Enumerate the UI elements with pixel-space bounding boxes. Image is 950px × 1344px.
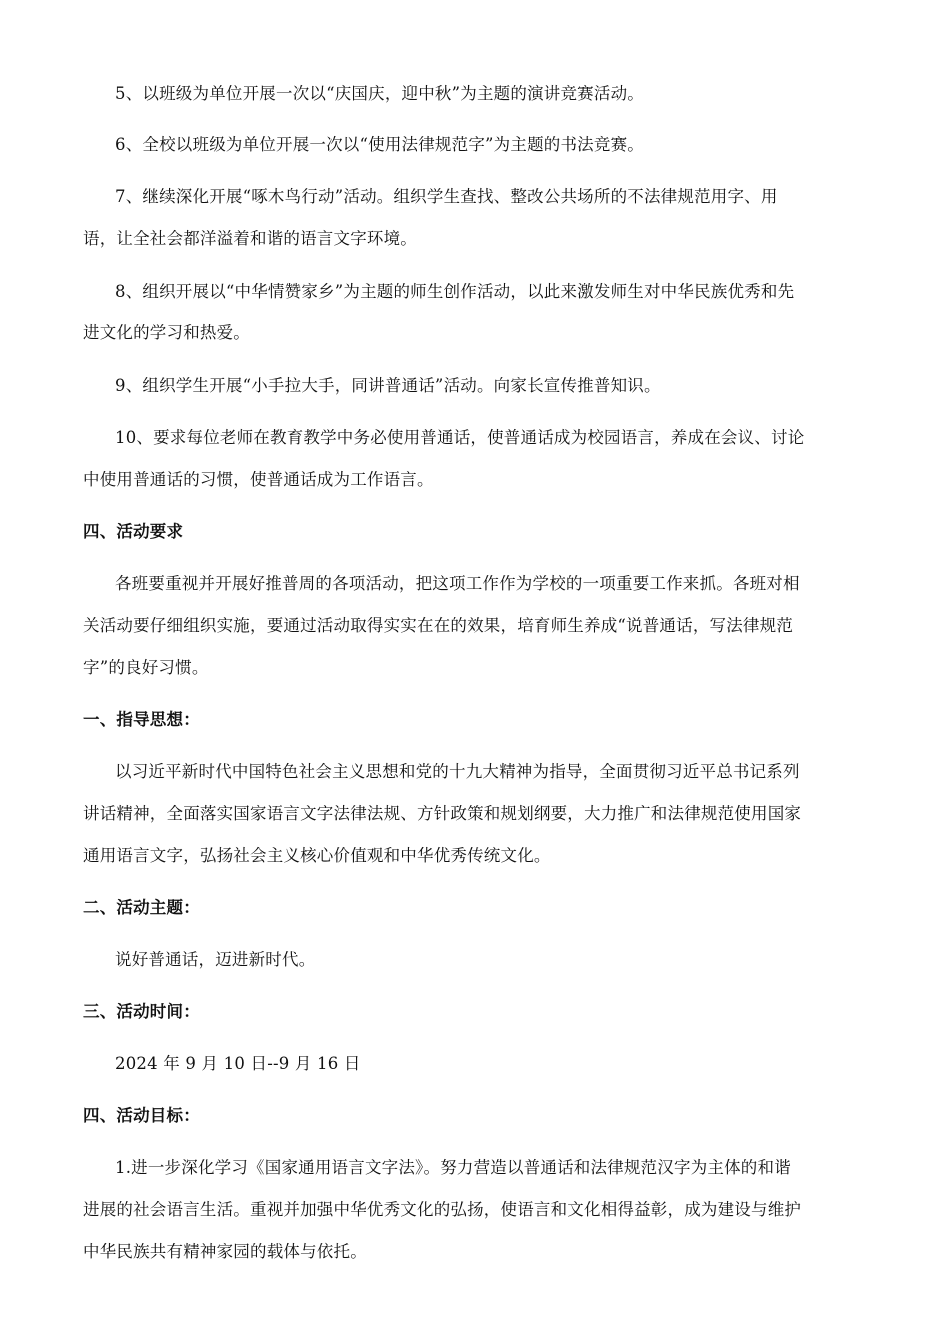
section-heading: 四、活动要求 (83, 522, 184, 541)
body-line: 进文化的学习和热爱。 (83, 323, 250, 342)
section-heading: 四、活动目标： (83, 1106, 200, 1125)
body-line: 6、全校以班级为单位开展一次以“使用法律规范字”为主题的书法竞赛。 (115, 135, 644, 154)
body-line: 进展的社会语言生活。重视并加强中华优秀文化的弘扬，使语言和文化相得益彰，成为建设与维护 (83, 1200, 802, 1219)
section-heading: 三、活动时间： (83, 1002, 200, 1021)
body-line: 5、以班级为单位开展一次以“庆国庆，迎中秋”为主题的演讲竞赛活动。 (115, 84, 644, 103)
body-line: 中华民族共有精神家园的载体与依托。 (83, 1242, 367, 1261)
body-line: 以习近平新时代中国特色社会主义思想和党的十九大精神为指导，全面贯彻习近平总书记系列 (115, 762, 800, 781)
body-line: 中使用普通话的习惯，使普通话成为工作语言。 (83, 470, 434, 489)
body-line: 10、要求每位老师在教育教学中务必使用普通话，使普通话成为校园语言，养成在会议、讨论 (115, 428, 805, 447)
body-line: 各班要重视并开展好推普周的各项活动，把这项工作作为学校的一项重要工作来抓。各班对相 (115, 574, 800, 593)
body-line: 讲话精神，全面落实国家语言文字法律法规、方针政策和规划纲要，大力推广和法律规范使用国家 (83, 804, 802, 823)
body-line: 2024 年 9 月 10 日--9 月 16 日 (115, 1054, 361, 1073)
body-line: 说好普通话，迈进新时代。 (115, 950, 316, 969)
body-line: 7、继续深化开展“啄木鸟行动”活动。组织学生查找、整改公共场所的不法律规范用字、用 (115, 187, 778, 206)
body-line: 通用语言文字，弘扬社会主义核心价值观和中华优秀传统文化。 (83, 846, 551, 865)
body-line: 字”的良好习惯。 (83, 658, 209, 677)
body-line: 语，让全社会都洋溢着和谐的语言文字环境。 (83, 229, 417, 248)
body-line: 1.进一步深化学习《国家通用语言文字法》。努力营造以普通话和法律规范汉字为主体的和谐 (115, 1158, 791, 1177)
body-line: 关活动要仔细组织实施，要通过活动取得实实在在的效果，培育师生养成“说普通话，写法律规范 (83, 616, 794, 635)
body-line: 9、组织学生开展“小手拉大手，同讲普通话”活动。向家长宣传推普知识。 (115, 376, 661, 395)
section-heading: 一、指导思想： (83, 710, 200, 729)
section-heading: 二、活动主题： (83, 898, 200, 917)
body-line: 8、组织开展以“中华情赞家乡”为主题的师生创作活动，以此来激发师生对中华民族优秀和先 (115, 282, 795, 301)
